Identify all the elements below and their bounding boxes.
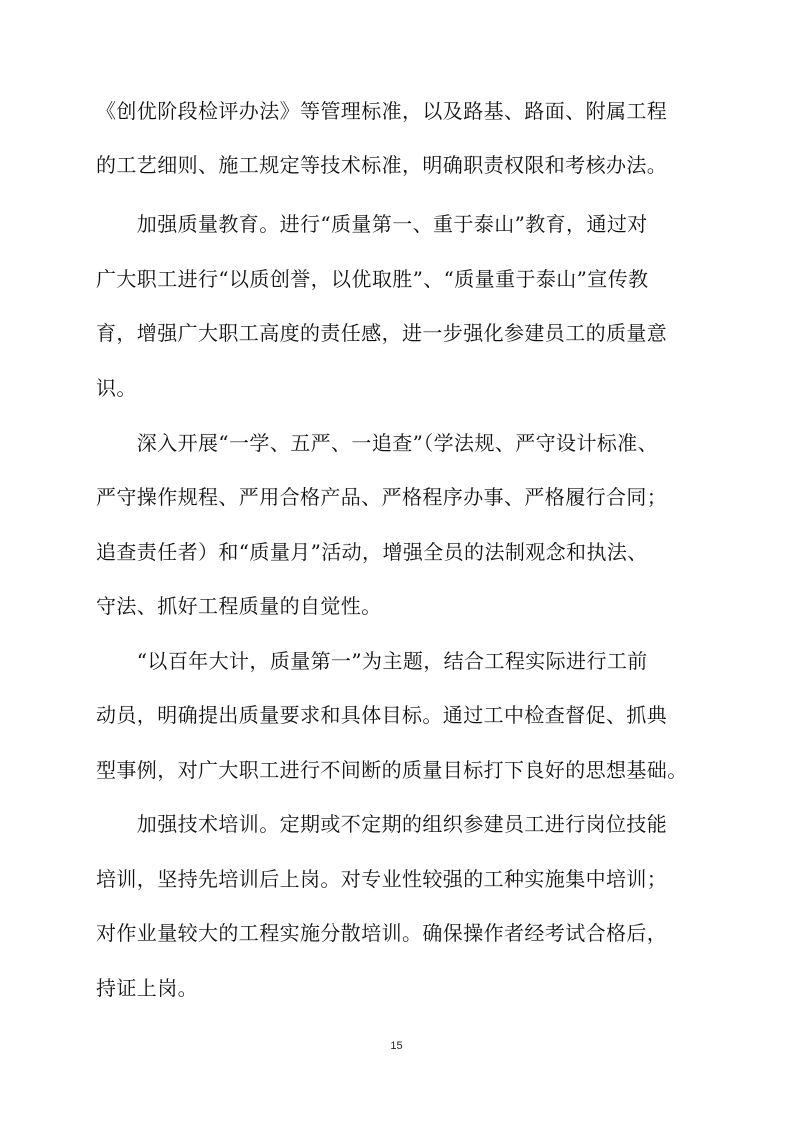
text-line: 追查责任者）和“质量月”活动，增强全员的法制观念和执法、 bbox=[96, 540, 648, 564]
text-line: 守法、抓好工程质量的自觉性。 bbox=[96, 594, 382, 618]
page-number: 15 bbox=[390, 1040, 403, 1052]
text-line: 育，增强广大职工高度的责任感，进一步强化参建员工的质量意 bbox=[96, 321, 668, 345]
text-line: 加强质量教育。进行“质量第一、重于泰山”教育，通过对 bbox=[96, 212, 648, 236]
text-line: “以百年大计，质量第一”为主题，结合工程实际进行工前 bbox=[96, 649, 648, 673]
text-line: 持证上岗。 bbox=[96, 976, 198, 1000]
text-line: 《创优阶段检评办法》等管理标准，以及路基、路面、附属工程 bbox=[96, 99, 668, 123]
text-line: 深入开展“一学、五严、一追查”（学法规、严守设计标准、 bbox=[96, 431, 659, 455]
text-line: 严守操作规程、严用合格产品、严格程序办事、严格履行合同； bbox=[96, 485, 668, 509]
text-line: 广大职工进行“以质创誉，以优取胜”、“质量重于泰山”宣传教 bbox=[96, 267, 649, 291]
text-line: 对作业量较大的工程实施分散培训。确保操作者经考试合格后， bbox=[96, 921, 668, 945]
text-line: 加强技术培训。定期或不定期的组织参建员工进行岗位技能 bbox=[96, 812, 668, 836]
text-line: 培训，坚持先培训后上岗。对专业性较强的工种实施集中培训； bbox=[96, 867, 668, 891]
text-line: 动员，明确提出质量要求和具体目标。通过工中检查督促、抓典 bbox=[96, 703, 668, 727]
text-line: 型事例，对广大职工进行不间断的质量目标打下良好的思想基础。 bbox=[96, 758, 688, 782]
text-line: 的工艺细则、施工规定等技术标准，明确职责权限和考核办法。 bbox=[96, 153, 668, 177]
text-line: 识。 bbox=[96, 376, 137, 400]
